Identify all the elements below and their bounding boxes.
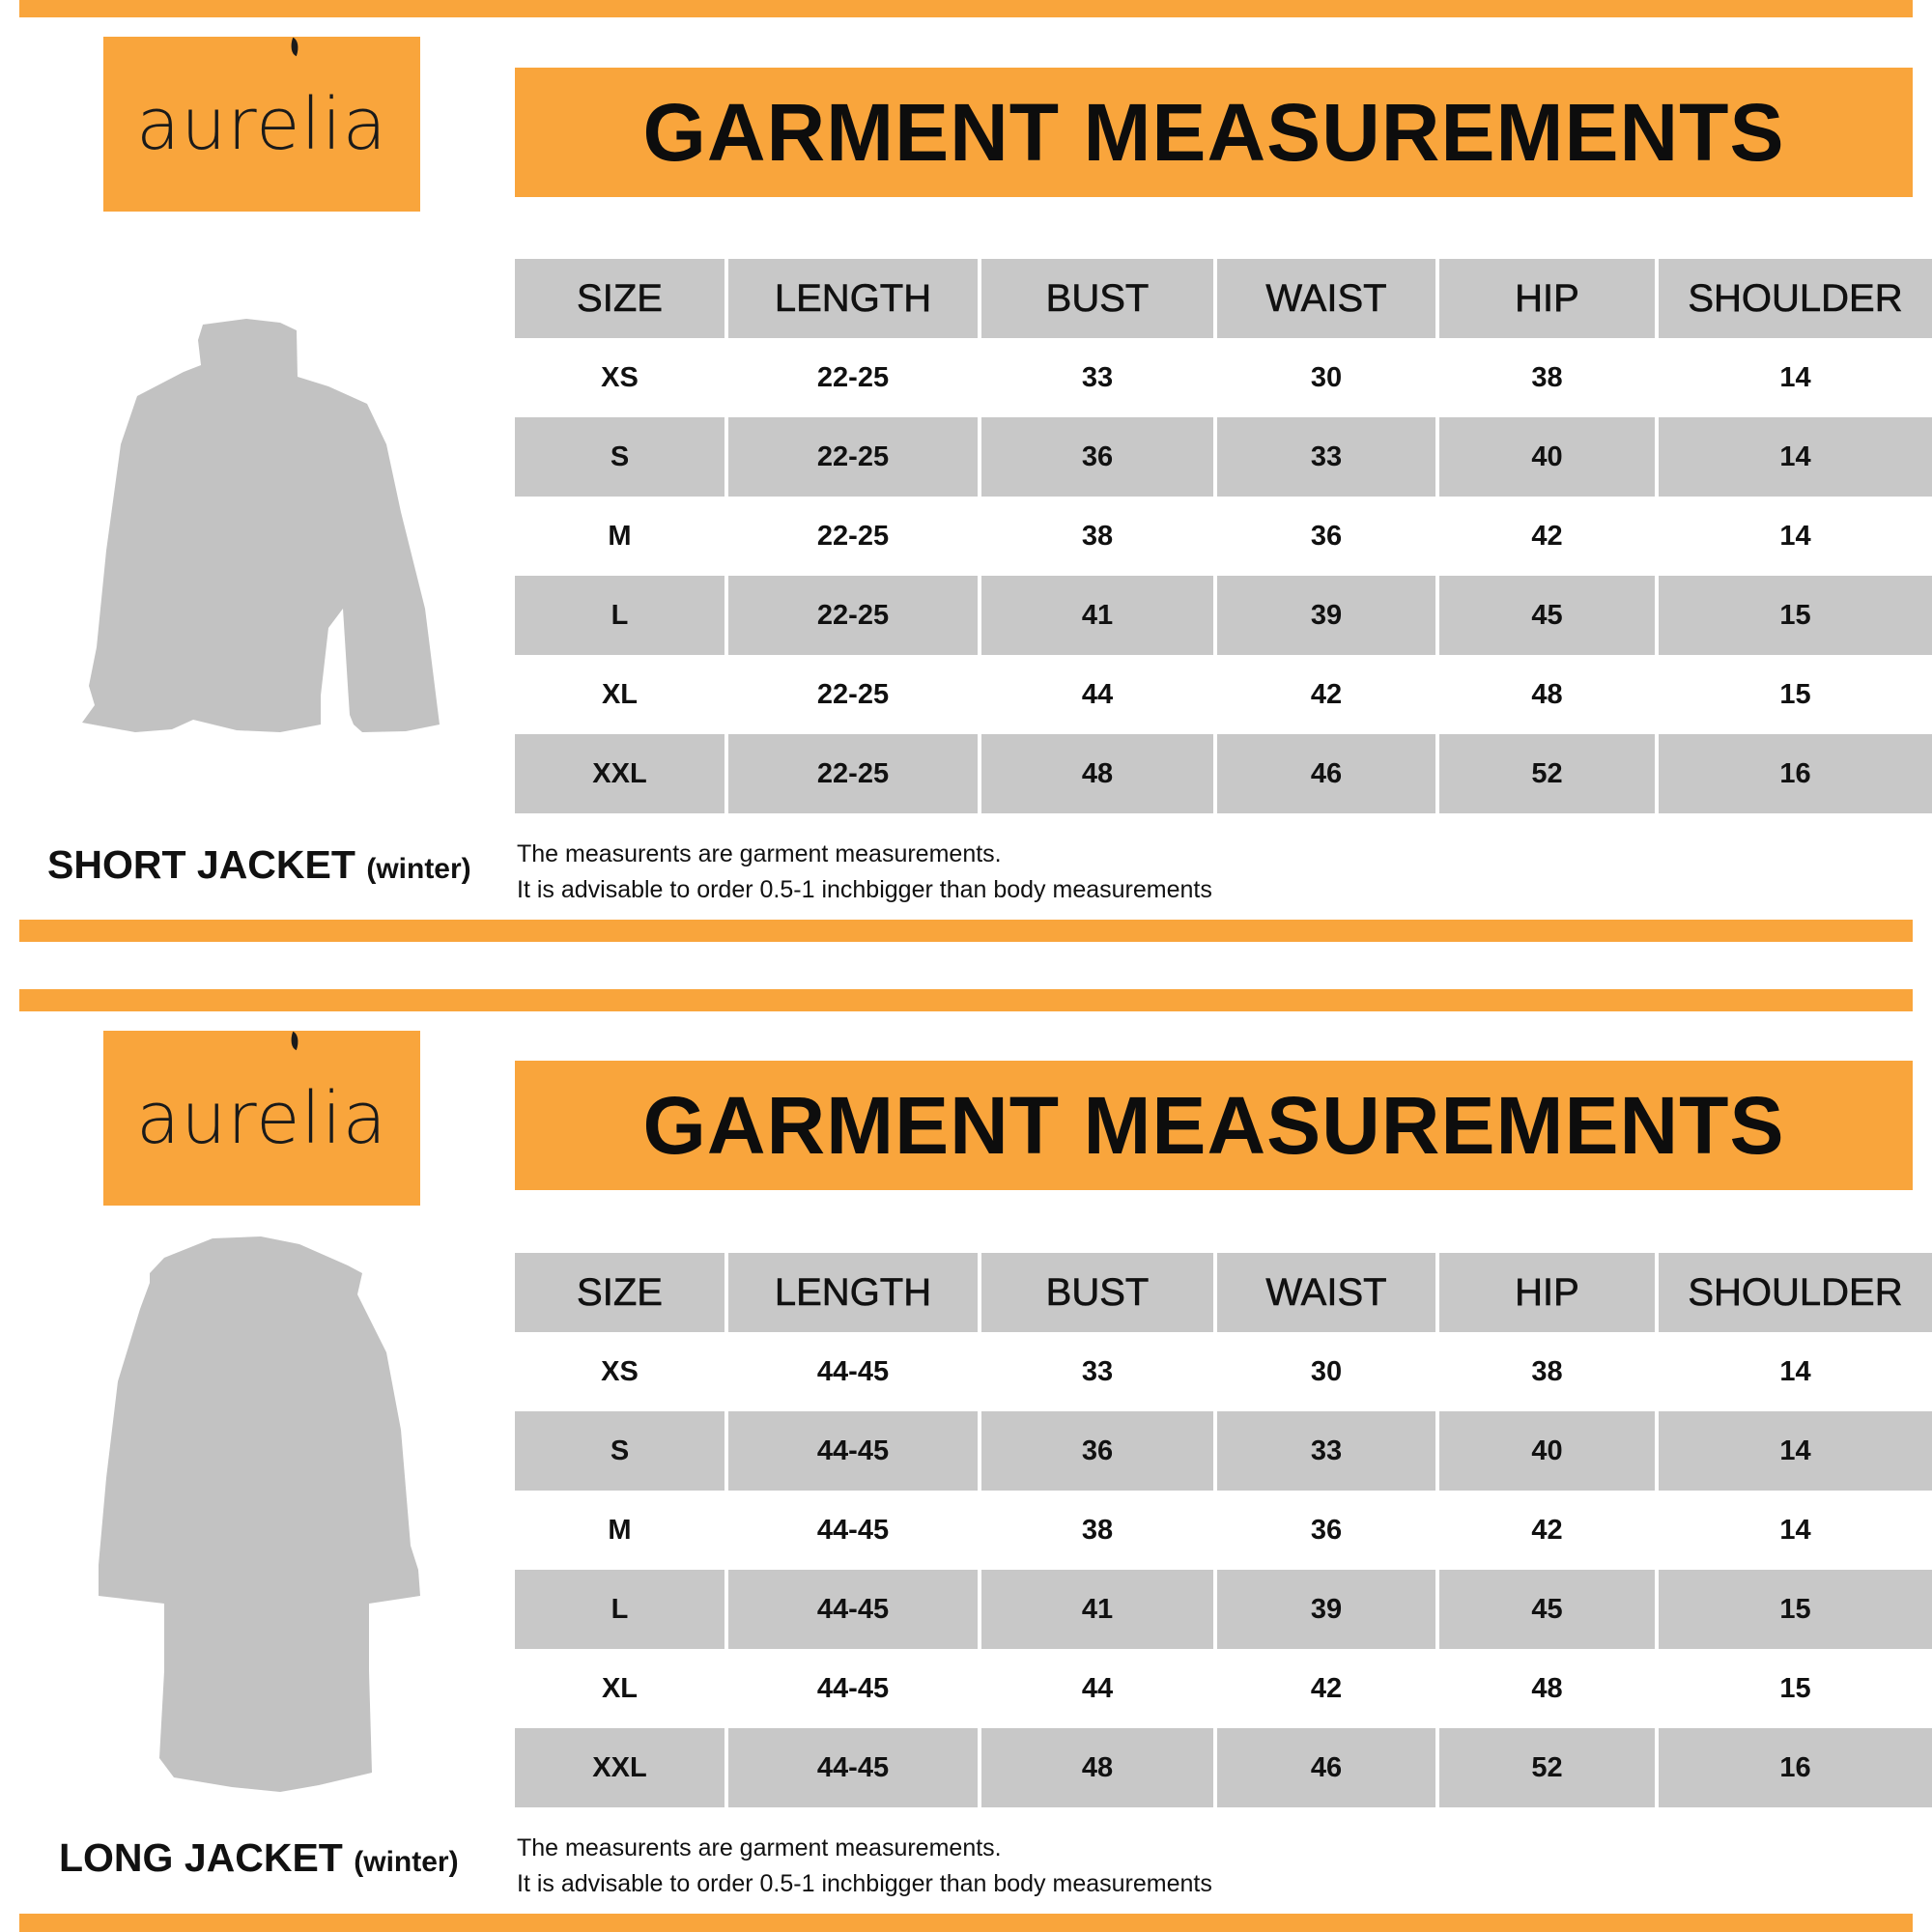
table-header-row	[515, 259, 1932, 338]
size-table	[511, 259, 1932, 813]
cell-bust: 41	[981, 576, 1213, 655]
cell-hip: 52	[1439, 1728, 1655, 1807]
cell-length: 22-25	[816, 361, 890, 393]
cell-bust: 41	[981, 1570, 1213, 1649]
top-accent-bar	[19, 989, 1913, 1011]
cell-length: 44-45	[728, 1411, 978, 1491]
table-row	[515, 734, 1932, 813]
cell-length: 44-45	[728, 1728, 978, 1807]
table-row	[515, 576, 1932, 655]
table-row	[515, 1411, 1932, 1491]
cell-shoulder: 14	[1779, 361, 1811, 393]
cell-hip: 38	[1531, 1355, 1563, 1387]
page-title: GARMENT MEASUREMENTS	[642, 1079, 1785, 1171]
cell-shoulder: 16	[1659, 1728, 1932, 1807]
column-header-bust: BUST	[981, 1253, 1213, 1332]
brand-logo-text: aurelia	[135, 1076, 388, 1160]
cell-size: M	[608, 1514, 632, 1546]
product-name-label: LONG JACKET	[59, 1835, 343, 1880]
product-name-label: SHORT JACKET	[47, 842, 355, 887]
cell-waist: 39	[1217, 576, 1435, 655]
top-accent-bar	[19, 0, 1913, 17]
cell-shoulder: 15	[1659, 1570, 1932, 1649]
table-row	[515, 1570, 1932, 1649]
leaf-icon	[287, 1032, 301, 1050]
product-name	[59, 1835, 459, 1881]
cell-bust: 38	[1081, 520, 1114, 552]
table-row	[515, 1491, 1932, 1570]
table-row	[515, 417, 1932, 497]
leaf-icon	[287, 38, 301, 56]
cell-size: M	[608, 520, 632, 552]
cell-bust: 44	[1081, 1672, 1114, 1704]
cell-size: XXL	[515, 1728, 724, 1807]
table-row	[515, 1728, 1932, 1807]
long-jacket-icon	[68, 1236, 454, 1797]
table-row	[515, 655, 1932, 734]
cell-size: S	[515, 417, 724, 497]
cell-length: 44-45	[728, 1570, 978, 1649]
cell-waist: 33	[1217, 1411, 1435, 1491]
title-banner	[515, 1061, 1913, 1190]
title-banner	[515, 68, 1913, 197]
cell-bust: 33	[1081, 361, 1114, 393]
cell-bust: 33	[1081, 1355, 1114, 1387]
cell-shoulder: 16	[1659, 734, 1932, 813]
brand-logo	[103, 1031, 420, 1206]
cell-size: XL	[601, 678, 639, 710]
cell-length: 22-25	[816, 520, 890, 552]
cell-hip: 52	[1439, 734, 1655, 813]
table-row	[515, 338, 1932, 417]
column-header-shoulder: SHOULDER	[1659, 1253, 1932, 1332]
cell-bust: 36	[981, 417, 1213, 497]
column-header-waist: WAIST	[1217, 259, 1435, 338]
cell-bust: 48	[981, 734, 1213, 813]
cell-hip: 45	[1439, 1570, 1655, 1649]
cell-size: S	[515, 1411, 724, 1491]
bottom-accent-bar	[19, 1914, 1913, 1932]
measurement-note	[517, 837, 1212, 908]
cell-bust: 48	[981, 1728, 1213, 1807]
product-name	[47, 842, 471, 888]
cell-hip: 42	[1531, 1514, 1563, 1546]
cell-waist: 46	[1217, 734, 1435, 813]
measurement-note	[517, 1831, 1212, 1902]
cell-waist: 30	[1310, 361, 1343, 393]
cell-hip: 48	[1531, 678, 1563, 710]
cell-size: XL	[601, 1672, 639, 1704]
brand-logo	[103, 37, 420, 212]
cell-bust: 36	[981, 1411, 1213, 1491]
column-header-hip: HIP	[1439, 259, 1655, 338]
cell-shoulder: 14	[1659, 1411, 1932, 1491]
cell-length: 22-25	[728, 576, 978, 655]
cell-shoulder: 14	[1659, 417, 1932, 497]
product-qualifier: (winter)	[354, 1846, 459, 1878]
cell-waist: 39	[1217, 1570, 1435, 1649]
cell-waist: 42	[1310, 1672, 1343, 1704]
column-header-shoulder: SHOULDER	[1659, 259, 1932, 338]
cell-shoulder: 14	[1779, 520, 1811, 552]
cell-length: 22-25	[728, 734, 978, 813]
table-row	[515, 1332, 1932, 1411]
cell-hip: 40	[1439, 1411, 1655, 1491]
cell-shoulder: 14	[1779, 1514, 1811, 1546]
note-line: It is advisable to order 0.5-1 inchbigger than body measurements	[517, 1870, 1212, 1897]
column-header-size: SIZE	[515, 1253, 724, 1332]
table-row	[515, 1649, 1932, 1728]
page-title: GARMENT MEASUREMENTS	[642, 86, 1785, 178]
cell-length: 22-25	[728, 417, 978, 497]
column-header-bust: BUST	[981, 259, 1213, 338]
cell-length: 44-45	[816, 1514, 890, 1546]
cell-bust: 44	[1081, 678, 1114, 710]
table-row	[515, 497, 1932, 576]
cell-length: 44-45	[816, 1672, 890, 1704]
note-line: The measurents are garment measurements.	[517, 1834, 1002, 1861]
size-table	[511, 1253, 1932, 1807]
brand-logo-text: aurelia	[135, 82, 388, 166]
table-header-row	[515, 1253, 1932, 1332]
cell-shoulder: 15	[1779, 678, 1811, 710]
cell-size: XXL	[515, 734, 724, 813]
bottom-accent-bar	[19, 920, 1913, 942]
column-header-size: SIZE	[515, 259, 724, 338]
cell-size: XS	[601, 1355, 639, 1387]
cell-length: 22-25	[816, 678, 890, 710]
column-header-waist: WAIST	[1217, 1253, 1435, 1332]
column-header-hip: HIP	[1439, 1253, 1655, 1332]
cell-bust: 38	[1081, 1514, 1114, 1546]
cell-waist: 30	[1310, 1355, 1343, 1387]
cell-waist: 36	[1310, 1514, 1343, 1546]
cell-shoulder: 14	[1779, 1355, 1811, 1387]
cell-hip: 38	[1531, 361, 1563, 393]
cell-size: L	[515, 576, 724, 655]
note-line: It is advisable to order 0.5-1 inchbigger than body measurements	[517, 876, 1212, 903]
cell-hip: 48	[1531, 1672, 1563, 1704]
cell-waist: 46	[1217, 1728, 1435, 1807]
cell-size: XS	[601, 361, 639, 393]
note-line: The measurents are garment measurements.	[517, 840, 1002, 867]
cell-length: 44-45	[816, 1355, 890, 1387]
cell-waist: 33	[1217, 417, 1435, 497]
cell-shoulder: 15	[1779, 1672, 1811, 1704]
cell-hip: 42	[1531, 520, 1563, 552]
cell-waist: 36	[1310, 520, 1343, 552]
column-header-length: LENGTH	[728, 1253, 978, 1332]
cell-size: L	[515, 1570, 724, 1649]
column-header-length: LENGTH	[728, 259, 978, 338]
short-jacket-icon	[68, 319, 454, 744]
cell-hip: 45	[1439, 576, 1655, 655]
cell-waist: 42	[1310, 678, 1343, 710]
cell-hip: 40	[1439, 417, 1655, 497]
cell-shoulder: 15	[1659, 576, 1932, 655]
product-qualifier: (winter)	[366, 853, 471, 885]
